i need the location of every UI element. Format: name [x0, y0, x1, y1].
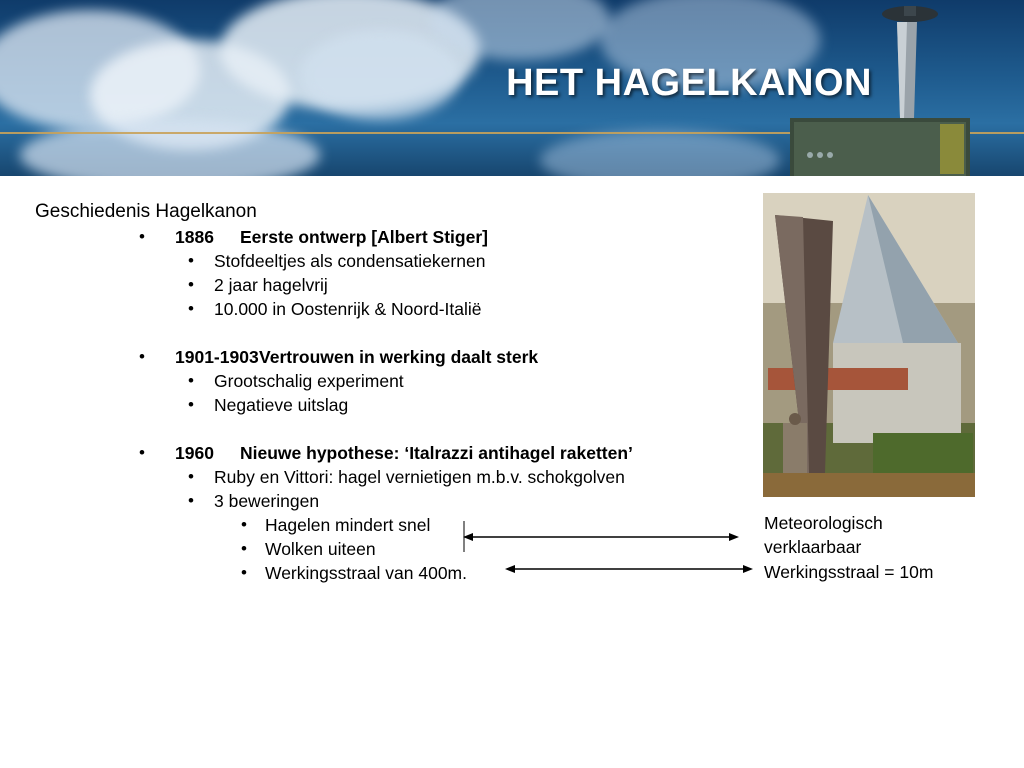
sub-bullet: Grootschalig experiment: [214, 371, 404, 391]
historic-hail-cannon-photo: [763, 193, 975, 497]
sub-bullet: Ruby en Vittori: hagel vernietigen m.b.v. schokgolven: [214, 467, 625, 487]
bullet-icon: •: [188, 275, 194, 294]
bullet-icon: •: [139, 227, 145, 246]
item-heading: Vertrouwen in werking daalt sterk: [259, 347, 539, 367]
bullet-icon: •: [139, 443, 145, 462]
sub-bullet: 2 jaar hagelvrij: [214, 275, 328, 295]
bullet-icon: •: [188, 491, 194, 510]
claim-item: Werkingsstraal van 400m.: [265, 563, 467, 583]
note-line: verklaarbaar: [764, 537, 862, 557]
header-banner: [0, 0, 1024, 176]
item-heading: Nieuwe hypothese: ‘Italrazzi antihagel raketten’: [240, 443, 633, 463]
bullet-icon: •: [188, 467, 194, 486]
bullet-icon: •: [139, 347, 145, 366]
note-line: Meteorologisch: [764, 513, 883, 533]
section-title: Geschiedenis Hagelkanon: [35, 201, 257, 222]
note-line: Werkingsstraal = 10m: [764, 562, 934, 582]
sub-bullet: Negatieve uitslag: [214, 395, 349, 415]
bullet-icon: •: [188, 371, 194, 390]
bullet-icon: •: [241, 515, 247, 534]
bullet-icon: •: [188, 395, 194, 414]
sub-bullet: Stofdeeltjes als condensatiekernen: [214, 251, 486, 271]
connector-arrows: [455, 515, 765, 585]
item-year: 1960: [175, 443, 214, 463]
sub-bullet: 10.000 in Oostenrijk & Noord-Italië: [214, 299, 482, 319]
item-year: 1886: [175, 227, 214, 247]
claim-item: Wolken uiteen: [265, 539, 376, 559]
bullet-icon: •: [188, 251, 194, 270]
bullet-icon: •: [188, 299, 194, 318]
bullet-icon: •: [241, 563, 247, 582]
page-title: HET HAGELKANON: [506, 62, 872, 104]
item-heading: Eerste ontwerp [Albert Stiger]: [240, 227, 488, 247]
claim-item: Hagelen mindert snel: [265, 515, 431, 535]
item-year: 1901-1903: [175, 347, 259, 367]
hail-cannon-illustration: [780, 0, 980, 176]
bullet-icon: •: [241, 539, 247, 558]
sub-bullet: 3 beweringen: [214, 491, 320, 511]
